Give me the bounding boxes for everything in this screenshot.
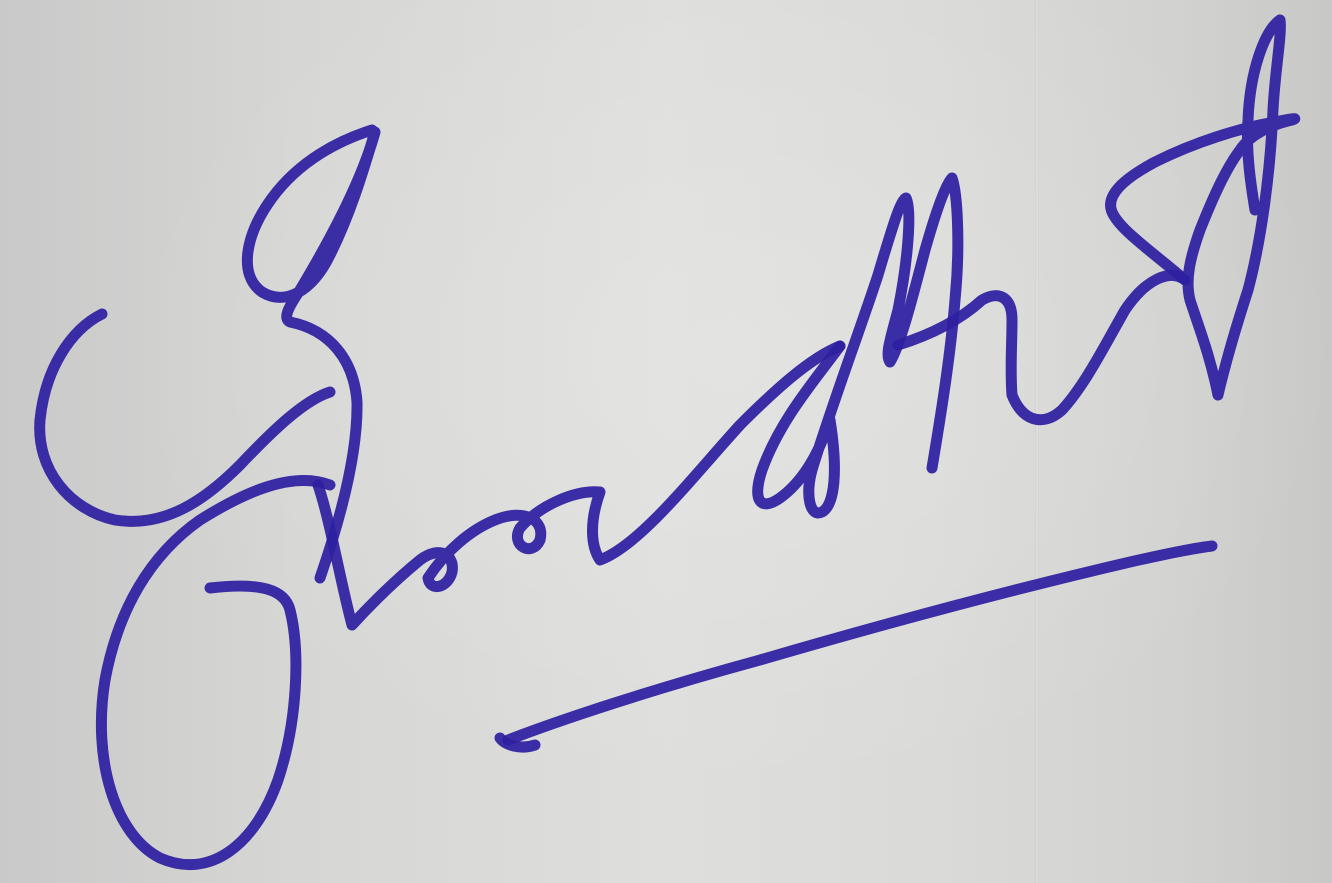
signature-stroke-th-loop — [758, 178, 958, 513]
signature-underline — [508, 546, 1212, 740]
signature-stroke-s-upper — [247, 130, 375, 578]
signature-stroke-flourish — [1111, 20, 1295, 395]
signature-stroke-s-hook — [40, 314, 330, 521]
signature-stroke-lower-loop — [101, 480, 330, 864]
